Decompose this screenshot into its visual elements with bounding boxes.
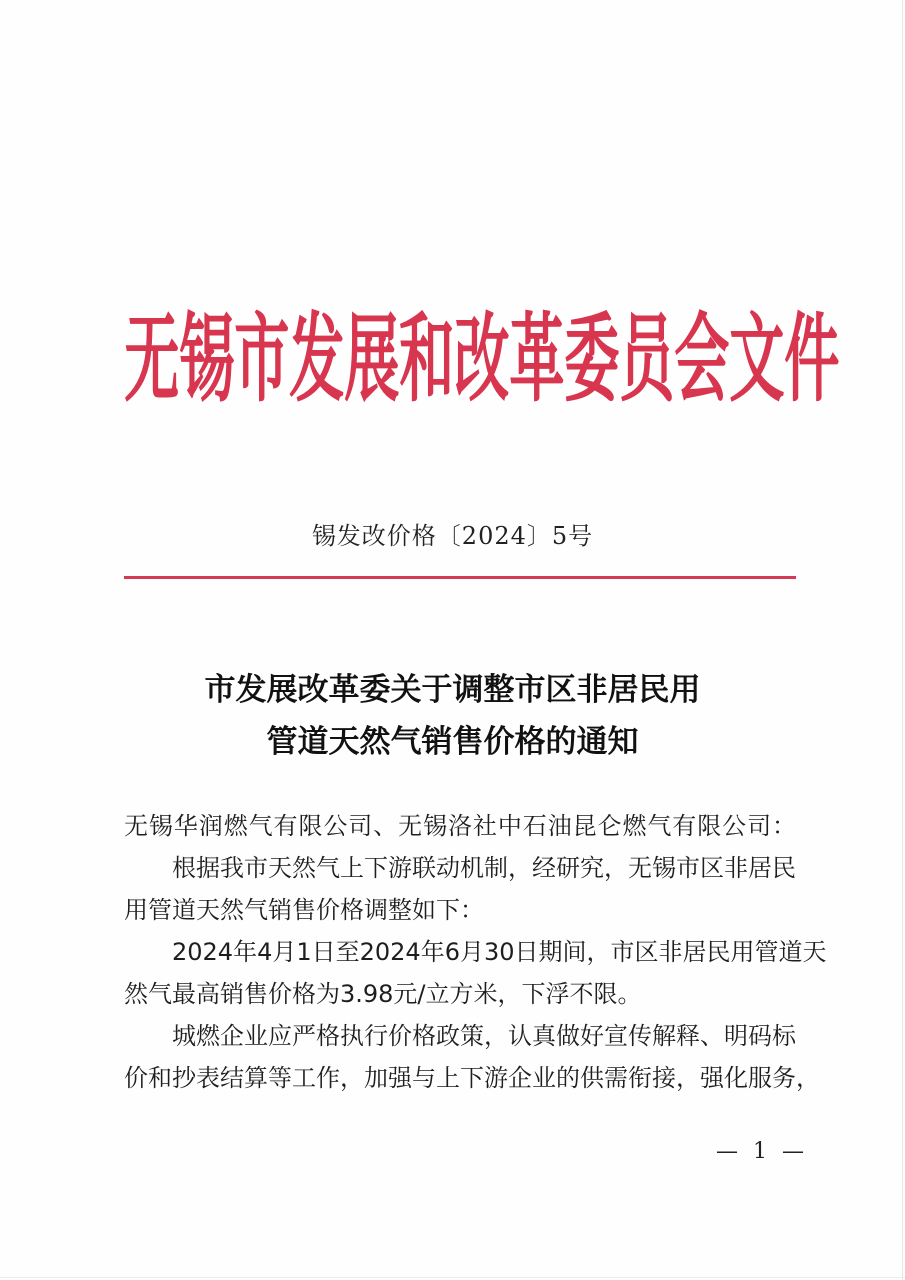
masthead-char: 无	[124, 304, 180, 416]
masthead-char: 件	[784, 304, 840, 416]
masthead-char: 文	[729, 304, 785, 416]
masthead-char: 员	[619, 304, 675, 416]
masthead-char: 会	[674, 304, 730, 416]
document-body	[124, 805, 827, 1099]
paragraph-2-line-2: 然气最高销售价格为3.98元/立方米，下浮不限。	[124, 980, 642, 1008]
masthead-red-header	[122, 304, 840, 416]
document-title	[0, 664, 905, 768]
paragraph-1-line-1: 根据我市天然气上下游联动机制，经研究，无锡市区非居民	[172, 854, 796, 882]
page-edge-right	[902, 0, 903, 1280]
title-line-1: 市发展改革委关于调整市区非居民用	[204, 672, 701, 708]
masthead-char: 和	[399, 304, 455, 416]
paragraph-3-line-2: 价和抄表结算等工作，加强与上下游企业的供需衔接，强化服务，	[124, 1064, 820, 1092]
title-line-2: 管道天然气销售价格的通知	[266, 724, 639, 760]
masthead-char: 发	[289, 304, 345, 416]
red-separator-line	[124, 576, 796, 579]
masthead-char: 改	[454, 304, 510, 416]
paragraph-1-line-2: 用管道天然气销售价格调整如下：	[124, 896, 484, 924]
paragraph-2-line-1: 2024年4月1日至2024年6月30日期间，市区非居民用管道天	[172, 938, 827, 966]
document-number: 锡发改价格〔2024〕5号	[311, 522, 594, 550]
masthead-char: 委	[564, 304, 620, 416]
masthead-char: 展	[344, 304, 400, 416]
page-edge-bottom	[0, 1277, 905, 1278]
page-number: — 1 —	[716, 1139, 808, 1164]
addressee-line: 无锡华润燃气有限公司、无锡洛社中石油昆仑燃气有限公司：	[124, 812, 796, 840]
masthead-char: 市	[234, 304, 290, 416]
masthead-char: 革	[509, 304, 565, 416]
paragraph-3-line-1: 城燃企业应严格执行价格政策，认真做好宣传解释、明码标	[172, 1022, 796, 1050]
masthead-char: 锡	[179, 304, 235, 416]
